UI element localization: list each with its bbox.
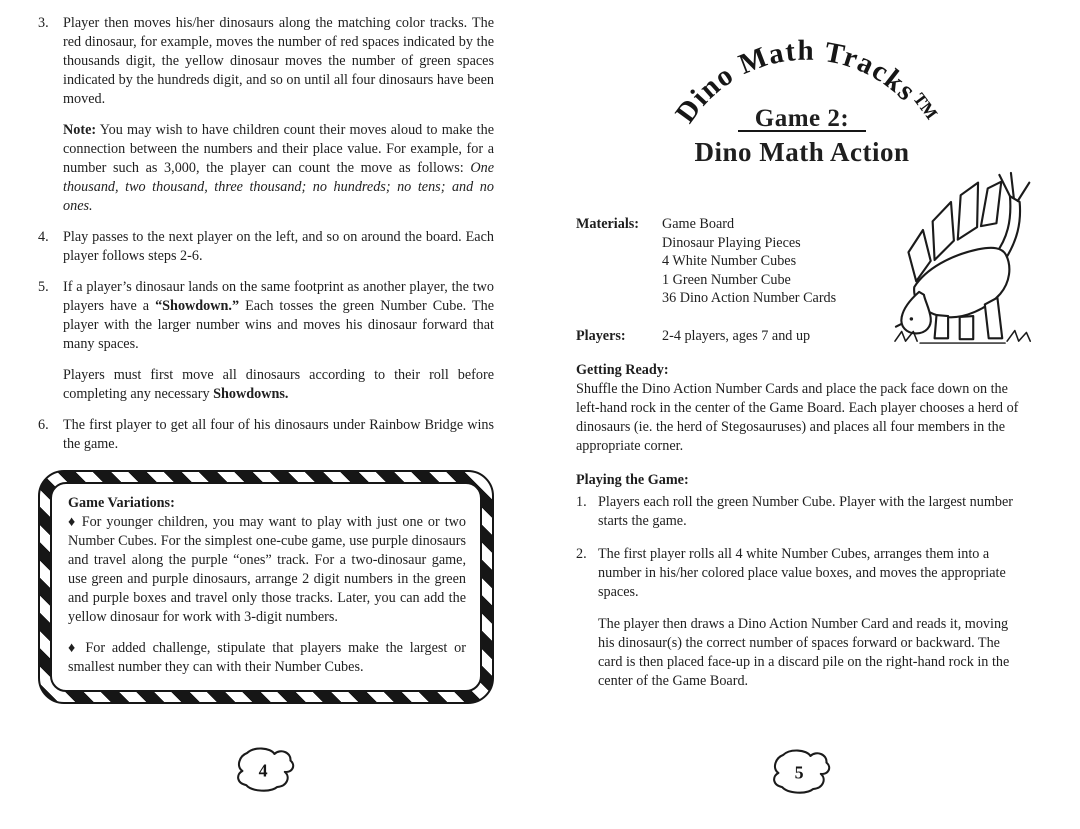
materials-item: Game Board (662, 216, 735, 232)
step-number: 6. (38, 417, 49, 433)
step-number: 3. (38, 15, 49, 31)
page-number: 4 (258, 760, 268, 781)
instruction-step-5 (38, 278, 494, 354)
note-label: Note: (63, 122, 97, 138)
materials-item: 1 Green Number Cube (662, 271, 791, 288)
step-number: 4. (38, 229, 49, 245)
variations-item-2: ♦ For added challenge, stipulate that players make the largest or smallest number they can with their Number Cubes. (68, 640, 466, 675)
step5-pre: If a player’s dinosaur lands on the same footprint as another player, the two players have a (63, 279, 494, 314)
materials-item: 36 Dino Action Number Cards (662, 290, 837, 307)
game-label: Game 2: (738, 109, 866, 132)
step-number: 5. (38, 279, 49, 295)
instruction-step-6 (38, 416, 494, 454)
step-number-spacer (576, 615, 598, 691)
playing-the-game-title: Playing the Game: (576, 471, 689, 488)
variations-title: Game Variations: (68, 495, 175, 511)
instruction-step-3 (38, 14, 494, 109)
game-variations-content (50, 482, 482, 692)
instruction-step-5-cont (38, 366, 494, 404)
step-text: Players each roll the green Number Cube. Player with the largest number starts the game. (598, 493, 1013, 529)
step-text: Play passes to the next player on the left, and so on around the board. Each player follows steps 2-6. (63, 229, 494, 264)
getting-ready-text: Shuffle the Dino Action Number Cards and place the pack face down on the left-hand rock in the center of the Game Board. Each player chooses a herd of dinosaurs (ie. the herd of Stegosauruses) and places all four members in the appropriate corner. (576, 380, 1019, 454)
step-text: The first player to get all four of his dinosaurs under Rainbow Bridge wins the game. (63, 417, 494, 452)
materials-item: Dinosaur Playing Pieces (662, 234, 801, 251)
materials-label: Materials: (576, 216, 640, 232)
showdowns-term: Showdowns. (213, 386, 289, 402)
play-step-1 (576, 493, 1022, 531)
page-number-blob (232, 743, 298, 797)
step-text: The player then draws a Dino Action Number Card and reads it, moving his dinosaur(s) the correct number of spaces forward or backward. The card is then placed face-up in a discard pile on the right-hand rock in the center of the Game Board. (598, 615, 1010, 689)
note-body: You may wish to have children count their moves aloud to make the connection between the numbers and their place value. For example, for a number such as 3,000, the player can count the move as follows: (63, 122, 494, 176)
page-4 (38, 14, 494, 814)
note-italic: One thousand, two thousand, three thousand; no hundreds; no tens; and no ones. (63, 160, 494, 214)
header (576, 10, 1022, 215)
note-text (63, 121, 494, 216)
step-number: 1. (576, 493, 587, 510)
step5-post: Each tosses the green Number Cube. The player with the larger number wins and moves his dinosaur forward that many spaces. (63, 298, 494, 352)
game-title: Dino Math Action (694, 137, 910, 167)
step-number-spacer (38, 366, 63, 404)
showdown-term: “Showdown.” (155, 298, 240, 314)
step-text (63, 278, 494, 354)
play-step-2-cont (576, 615, 1022, 691)
page-5 (576, 10, 1022, 820)
step-text: Player then moves his/her dinosaurs along the matching color tracks. The red dinosaur, for example, moves the number of red spaces indicated by the thousands digit, the yellow dinosaur moves the number of green spaces indicated by the hundreds digit, and so on until all four dinosaurs have been moved. (63, 15, 494, 107)
page-number-blob (768, 745, 834, 799)
step-text (63, 366, 494, 404)
game-label-row (592, 105, 1012, 132)
materials-item: 4 White Number Cubes (662, 253, 797, 270)
logo-text: Dino Math Tracks™ (669, 34, 945, 132)
materials-list (662, 215, 836, 308)
page-number: 5 (794, 762, 804, 783)
step-number-spacer (38, 121, 63, 216)
step-number: 2. (576, 545, 587, 562)
players-value: 2-4 players, ages 7 and up (662, 327, 811, 344)
note-paragraph (38, 121, 494, 216)
game-variations-box (38, 470, 494, 704)
step-text: The first player rolls all 4 white Number Cubes, arranges them into a number in his/her colored place value boxes, and moves the appropriate spaces. (598, 545, 1006, 600)
players-label: Players: (576, 327, 626, 344)
stegosaurus-illustration (893, 132, 1038, 357)
variations-item-1: ♦ For younger children, you may want to play with just one or two Number Cubes. For the simplest one-cube game, use purple dinosaurs and travel along the purple “ones” track. For a two-dinosaur game, use green and purple dinosaurs, arrange 2 digit numbers in the green and purple boxes and travel only those tracks. Later, you can add the yellow dinosaur for work with 3-digit numbers. (68, 514, 466, 625)
instruction-step-4 (38, 228, 494, 266)
getting-ready-title: Getting Ready: (576, 361, 669, 378)
play-step-2 (576, 545, 1022, 602)
step5b-pre: Players must first move all dinosaurs according to their roll before completing any necessary (63, 367, 494, 402)
